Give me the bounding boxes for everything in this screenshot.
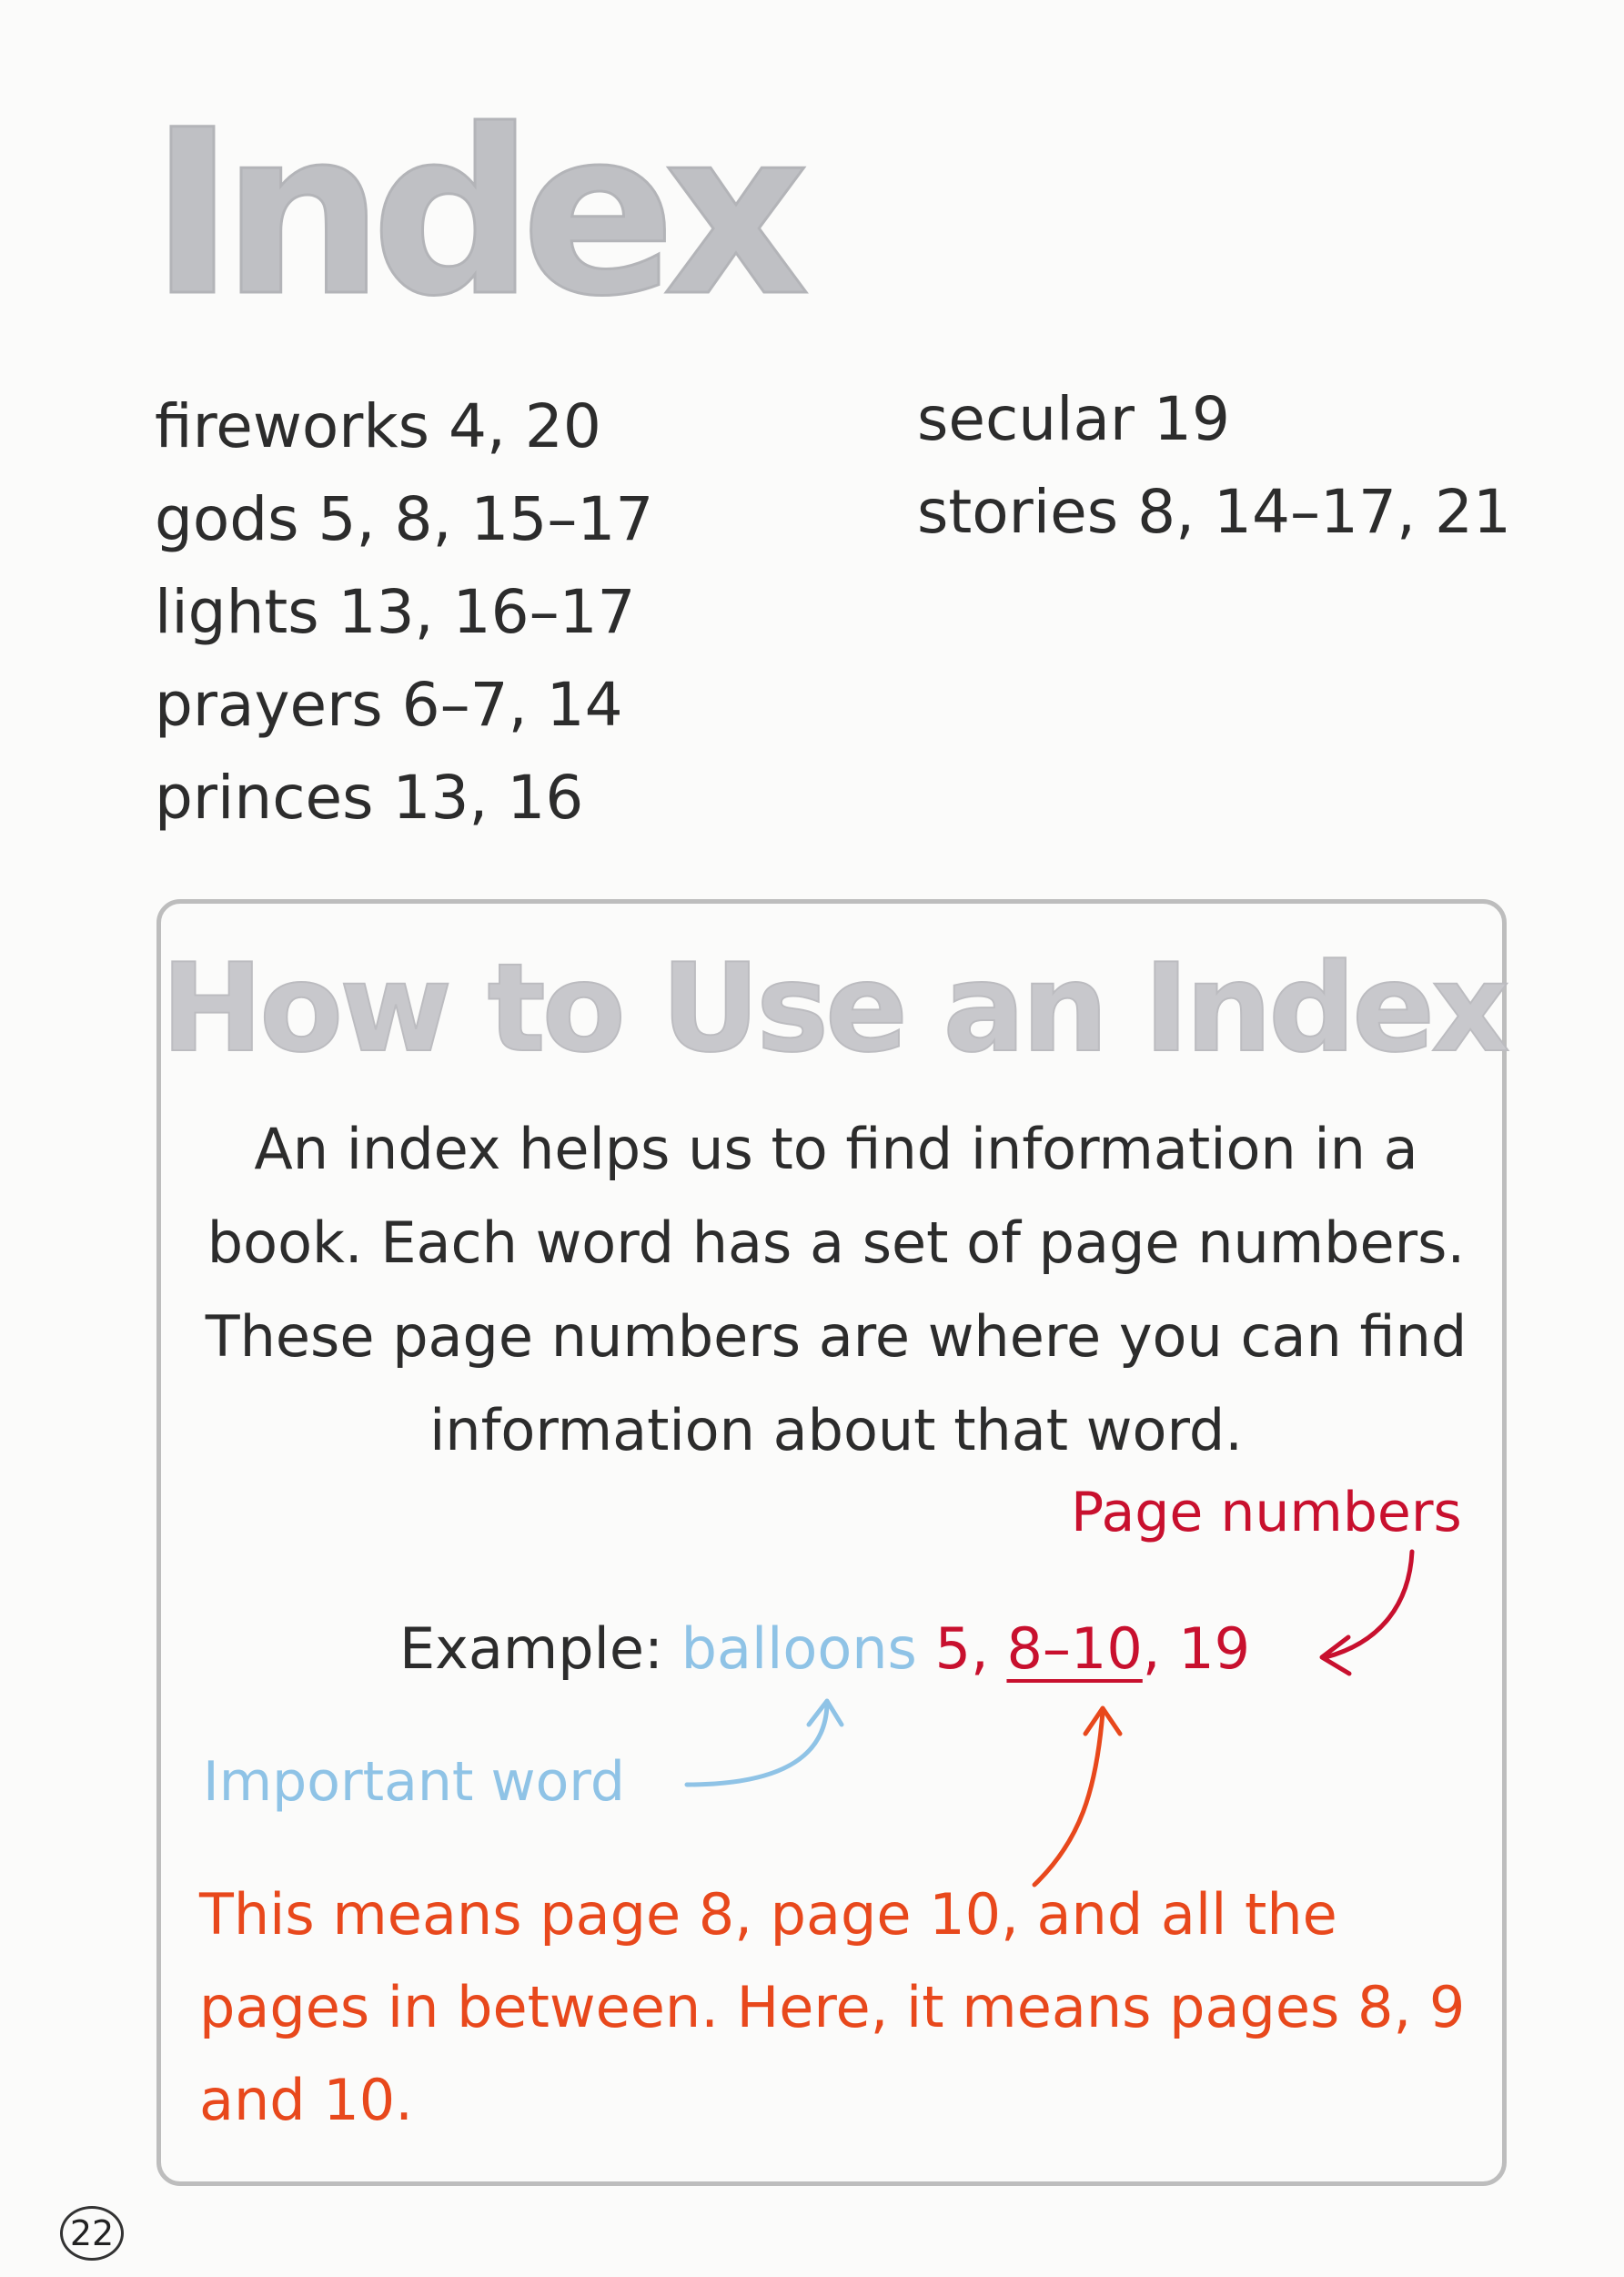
- page-number-badge: 22: [60, 2206, 124, 2261]
- example-prefix: Example:: [399, 1615, 663, 1682]
- important-word-label: Important word: [203, 1750, 626, 1814]
- how-to-use-box: [156, 899, 1507, 2186]
- index-entry: prayers 6–7, 14: [155, 670, 623, 740]
- important-word-arrow-icon: [687, 1701, 842, 1785]
- index-entry: fireworks 4, 20: [155, 391, 601, 461]
- index-entry: gods 5, 8, 15–17: [155, 484, 654, 554]
- example-number-rest: , 19: [1142, 1615, 1251, 1682]
- index-entry: stories 8, 14–17, 21: [917, 477, 1511, 547]
- range-arrow-icon: [1034, 1708, 1120, 1885]
- index-entry: secular 19: [917, 384, 1230, 454]
- index-column-left: [155, 380, 653, 845]
- example-line: [399, 1615, 1250, 1682]
- index-entry: princes 13, 16: [155, 763, 584, 833]
- page-title: Index: [150, 81, 797, 346]
- index-column-right: [917, 373, 1511, 559]
- example-word: balloons: [681, 1615, 917, 1682]
- range-explanation: This means page 8, page 10, and all the pages in between. Here, it means pages 8, 9 and 10.: [199, 1881, 1466, 2133]
- example-numbers: [935, 1615, 1251, 1682]
- index-explanation: An index helps us to find information in a book. Each word has a set of page numbers. These page numbers are where you can find information about that word.: [205, 1116, 1468, 1463]
- page-numbers-label: Page numbers: [1071, 1481, 1462, 1544]
- example-range: 8–10: [1006, 1615, 1143, 1682]
- box-title: How to Use an Index: [161, 937, 1507, 1079]
- index-entry: lights 13, 16–17: [155, 577, 636, 647]
- example-number: 5,: [934, 1615, 989, 1682]
- page-numbers-arrow-icon: [1322, 1552, 1412, 1674]
